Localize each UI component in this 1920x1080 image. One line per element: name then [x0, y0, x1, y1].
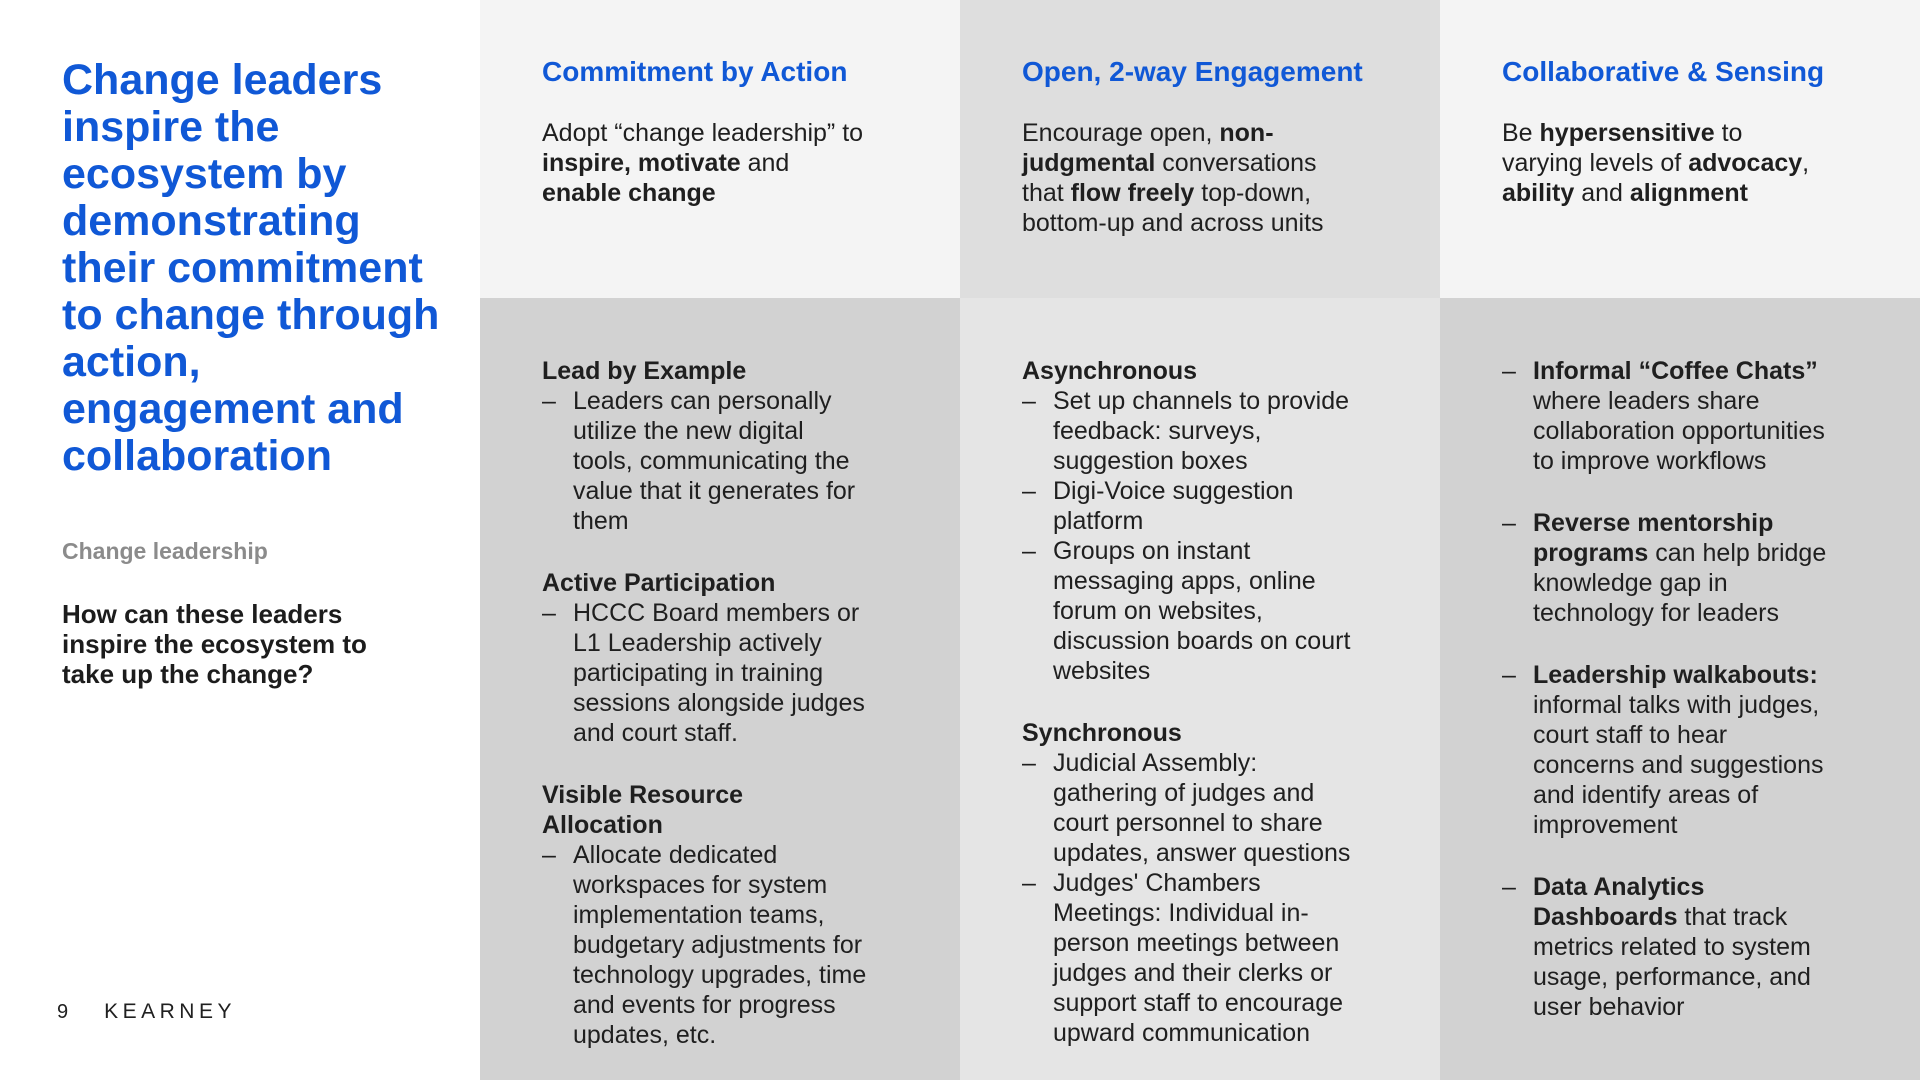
- column-body: [1022, 356, 1424, 1048]
- text-run: programs: [1533, 539, 1649, 567]
- text-run: judgmental: [1022, 149, 1156, 177]
- text-run: Leaders can personally: [573, 387, 832, 415]
- column-intro: [542, 118, 944, 208]
- column-body: [1502, 356, 1904, 1022]
- text-run: to improve workflows: [1533, 447, 1767, 475]
- text-run: implementation teams,: [573, 901, 825, 929]
- bullet-item: [1502, 872, 1904, 1022]
- block-heading: Active Participation: [542, 569, 776, 597]
- text-run: them: [573, 507, 629, 535]
- text-run: hypersensitive: [1539, 119, 1715, 147]
- bullet-text: [1053, 387, 1349, 475]
- bullet-text: [1053, 477, 1293, 535]
- content-block: [1502, 508, 1904, 628]
- column-collaborative-sensing: [1440, 0, 1920, 1080]
- bullet-item: [542, 386, 944, 536]
- text-run: Meetings: Individual in-: [1053, 899, 1309, 927]
- bullet-item: [1502, 356, 1904, 476]
- text-run: ,: [1802, 149, 1810, 177]
- bullet-text: [1053, 869, 1343, 1047]
- text-run: judges and their clerks or: [1053, 959, 1333, 987]
- column-header: Commitment by Action: [542, 56, 848, 87]
- bullet-item: [1022, 748, 1424, 868]
- bullet-dash: –: [1022, 387, 1036, 415]
- block-heading: Visible Resource Allocation: [542, 781, 744, 839]
- text-run: and court staff.: [573, 719, 738, 747]
- text-run: messaging apps, online: [1053, 567, 1316, 595]
- text-run: Dashboards: [1533, 903, 1678, 931]
- slide-title: Change leaders inspire the ecosystem by demonstrating their commitment to change through action, engagement and collaboration: [62, 56, 440, 480]
- text-run: upward communication: [1053, 1019, 1311, 1047]
- bullet-text: [573, 387, 855, 535]
- column-header: Open, 2-way Engagement: [1022, 56, 1363, 87]
- content-block: [1022, 718, 1424, 1048]
- bullet-text: [573, 599, 865, 747]
- bullet-text: [1533, 357, 1825, 475]
- text-run: to: [1714, 119, 1743, 147]
- text-run: can help bridge: [1648, 539, 1827, 567]
- text-run: conversations: [1155, 149, 1317, 177]
- bullet-text: [1533, 661, 1823, 839]
- content-block: [542, 568, 944, 748]
- text-run: informal talks with judges,: [1533, 691, 1820, 719]
- text-run: user behavior: [1533, 993, 1685, 1021]
- column-commitment-by-action: [480, 0, 960, 1080]
- text-run: court staff to hear: [1533, 721, 1728, 749]
- content-block: [542, 780, 944, 1050]
- text-run: utilize the new digital: [573, 417, 804, 445]
- text-run: platform: [1053, 507, 1144, 535]
- text-run: Groups on instant: [1053, 537, 1251, 565]
- bullet-item: [542, 840, 944, 1050]
- content-block: [542, 356, 944, 536]
- text-run: discussion boards on court: [1053, 627, 1351, 655]
- bullet-dash: –: [542, 841, 556, 869]
- text-run: sessions alongside judges: [573, 689, 865, 717]
- text-run: feedback: surveys,: [1053, 417, 1262, 445]
- text-run: technology upgrades, time: [573, 961, 867, 989]
- column-header: Collaborative & Sensing: [1502, 56, 1825, 87]
- text-run: Judges' Chambers: [1053, 869, 1261, 897]
- bullet-text: [1533, 509, 1826, 627]
- text-run: concerns and suggestions: [1533, 751, 1824, 779]
- text-run: collaboration opportunities: [1533, 417, 1825, 445]
- text-run: forum on websites,: [1053, 597, 1263, 625]
- text-run: value that it generates for: [573, 477, 856, 505]
- bullet-dash: –: [1022, 869, 1036, 897]
- text-run: Judicial Assembly:: [1053, 749, 1258, 777]
- bullet-dash: –: [1022, 477, 1036, 505]
- text-run: support staff to encourage: [1053, 989, 1344, 1017]
- content-block: [1022, 356, 1424, 686]
- text-run: that: [1022, 179, 1071, 207]
- bullet-dash: –: [1022, 749, 1036, 777]
- text-run: inspire, motivate: [542, 149, 741, 177]
- bullet-text: [1533, 873, 1811, 1021]
- text-run: advocacy: [1688, 149, 1803, 177]
- text-run: improvement: [1533, 811, 1678, 839]
- bullet-item: [1022, 868, 1424, 1048]
- bullet-item: [1022, 386, 1424, 476]
- block-heading: Synchronous: [1022, 719, 1182, 747]
- block-heading: Lead by Example: [542, 357, 747, 385]
- text-run: that track: [1677, 903, 1788, 931]
- text-run: technology for leaders: [1533, 599, 1779, 627]
- text-run: websites: [1053, 657, 1151, 685]
- column-open-2way-engagement: [960, 0, 1440, 1080]
- bullet-item: [542, 598, 944, 748]
- text-run: Leadership walkabouts:: [1533, 661, 1818, 689]
- bullet-item: [1502, 660, 1904, 840]
- text-run: where leaders share: [1533, 387, 1760, 415]
- text-run: bottom-up and across units: [1022, 209, 1324, 237]
- content-block: [1502, 872, 1904, 1022]
- text-run: varying levels of: [1502, 149, 1689, 177]
- text-run: non-: [1219, 119, 1274, 147]
- text-run: Digi-Voice suggestion: [1053, 477, 1294, 505]
- bullet-dash: –: [1502, 509, 1516, 537]
- text-run: HCCC Board members or: [573, 599, 860, 627]
- text-run: Set up channels to provide: [1053, 387, 1350, 415]
- bullet-dash: –: [1502, 873, 1516, 901]
- left-panel: [0, 0, 480, 1080]
- text-run: alignment: [1629, 179, 1748, 207]
- text-run: updates, etc.: [573, 1021, 717, 1049]
- text-run: and identify areas of: [1533, 781, 1759, 809]
- text-run: and: [740, 149, 790, 177]
- text-run: Informal “Coffee Chats”: [1533, 357, 1818, 385]
- column-intro: [1502, 118, 1904, 208]
- text-run: and: [1574, 179, 1630, 207]
- block-heading: Asynchronous: [1022, 357, 1198, 385]
- bullet-dash: –: [542, 387, 556, 415]
- text-run: Allocate dedicated: [573, 841, 778, 869]
- text-run: L1 Leadership actively: [573, 629, 822, 657]
- bullet-dash: –: [542, 599, 556, 627]
- bullet-dash: –: [1022, 537, 1036, 565]
- text-run: updates, answer questions: [1053, 839, 1351, 867]
- bullet-text: [1053, 537, 1350, 685]
- text-run: enable change: [542, 179, 716, 207]
- section-label: Change leadership: [62, 538, 268, 564]
- text-run: person meetings between: [1053, 929, 1340, 957]
- column-intro: [1022, 118, 1424, 238]
- bullet-item: [1022, 476, 1424, 536]
- text-run: Reverse mentorship: [1533, 509, 1774, 537]
- text-run: and events for progress: [573, 991, 836, 1019]
- question-text: How can these leaders inspire the ecosystem to take up the change?: [62, 599, 367, 689]
- text-run: Encourage open,: [1022, 119, 1220, 147]
- bullet-text: [573, 841, 866, 1049]
- page-number: 9: [57, 1001, 69, 1023]
- text-run: budgetary adjustments for: [573, 931, 863, 959]
- text-run: suggestion boxes: [1053, 447, 1248, 475]
- text-run: ability: [1502, 179, 1575, 207]
- column-body: [542, 356, 944, 1050]
- text-run: metrics related to system: [1533, 933, 1811, 961]
- text-run: flow freely: [1070, 179, 1195, 207]
- text-run: top-down,: [1194, 179, 1312, 207]
- text-run: Data Analytics: [1533, 873, 1705, 901]
- kearney-logo: KEARNEY: [104, 1000, 236, 1023]
- text-run: usage, performance, and: [1533, 963, 1811, 991]
- text-run: Adopt “change leadership” to: [542, 119, 864, 147]
- bullet-item: [1022, 536, 1424, 686]
- bullet-dash: –: [1502, 357, 1516, 385]
- bullet-dash: –: [1502, 661, 1516, 689]
- content-block: [1502, 660, 1904, 840]
- text-run: workspaces for system: [573, 871, 828, 899]
- text-run: court personnel to share: [1053, 809, 1323, 837]
- slide-footer: [57, 1000, 236, 1024]
- text-run: tools, communicating the: [573, 447, 850, 475]
- content-block: [1502, 356, 1904, 476]
- text-run: gathering of judges and: [1053, 779, 1315, 807]
- text-run: Be: [1502, 119, 1540, 147]
- bullet-item: [1502, 508, 1904, 628]
- text-run: participating in training: [573, 659, 824, 687]
- text-run: knowledge gap in: [1533, 569, 1728, 597]
- bullet-text: [1053, 749, 1350, 867]
